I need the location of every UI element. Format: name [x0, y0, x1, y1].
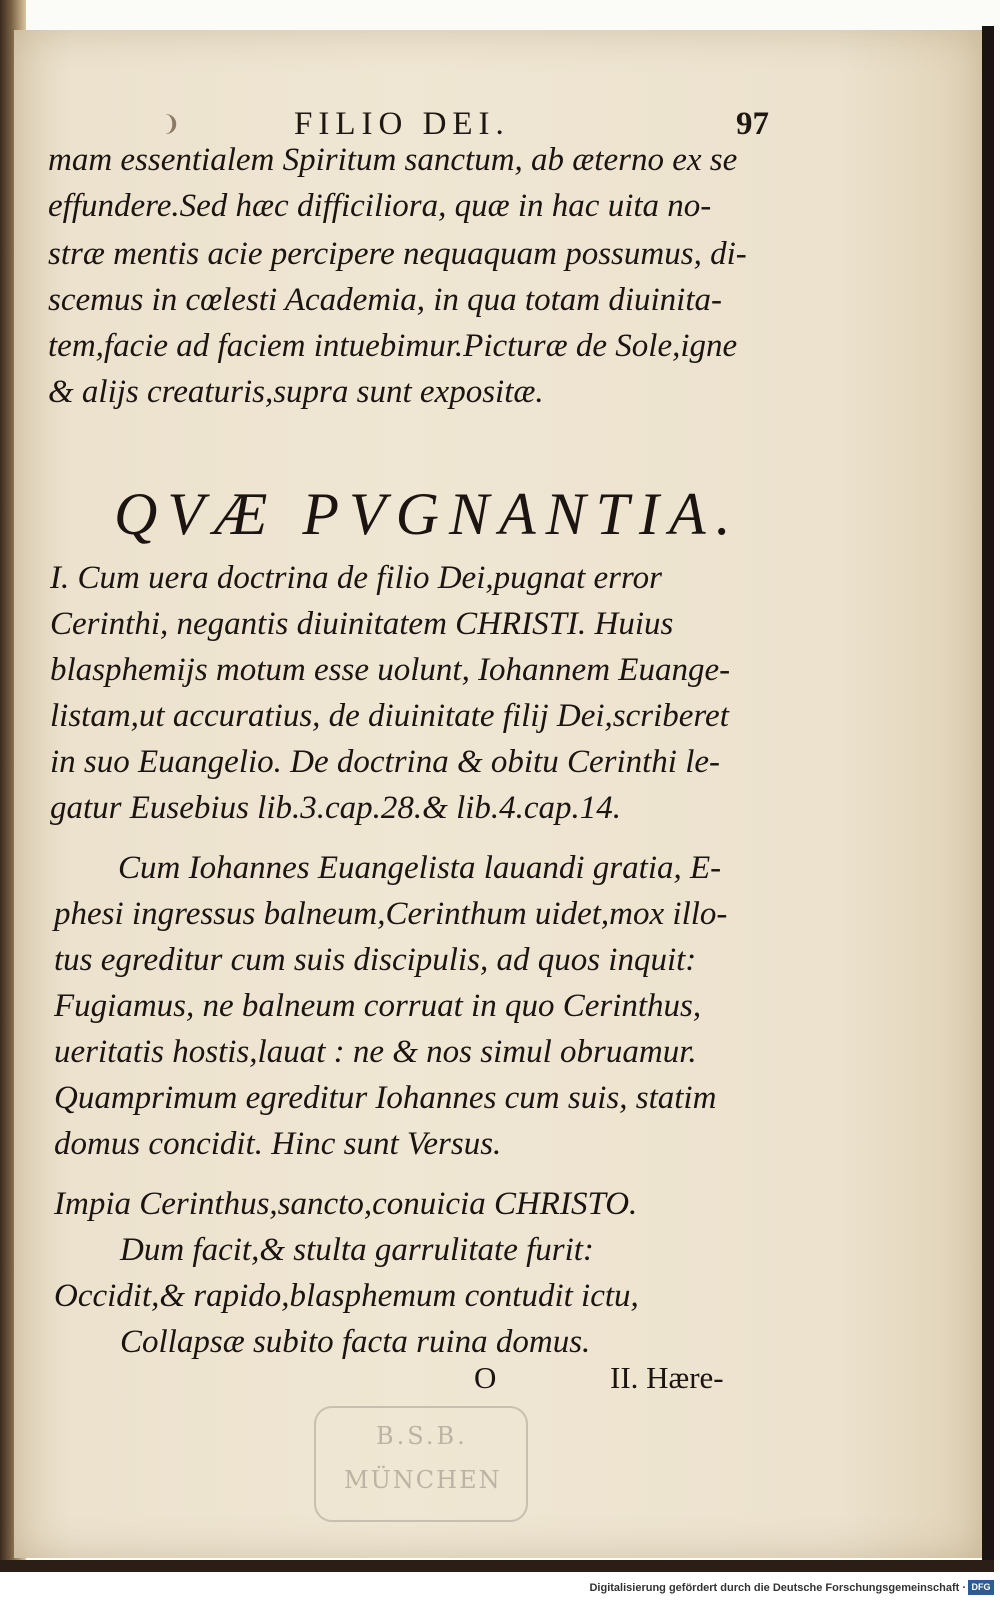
signature-mark: O: [474, 1360, 497, 1395]
page-edge-right: [982, 26, 994, 1566]
page-edge-bottom: [0, 1560, 994, 1572]
stamp-line: B.S.B.: [376, 1422, 468, 1450]
body-line: stræ mentis acie percipere nequaquam possumus, di-: [48, 236, 747, 272]
section-line: tus egreditur cum suis discipulis, ad quos inquit:: [54, 942, 697, 978]
body-line: scemus in cœlesti Academia, in qua totam diuinita-: [48, 282, 722, 318]
section-line: Cum Iohannes Euangelista lauandi gratia, E-: [118, 850, 722, 886]
section-line: Fugiamus, ne balneum corruat in quo Cerinthus,: [54, 988, 702, 1024]
verse-line: Dum facit,& stulta garrulitate furit:: [120, 1232, 594, 1268]
library-stamp: [314, 1406, 528, 1522]
section-line: listam,ut accuratius, de diuinitate filij Dei,scriberet: [50, 698, 729, 734]
section-line: Cerinthi, negantis diuinitatem CHRISTI. Huius: [50, 606, 674, 642]
section-line: domus concidit. Hinc sunt Versus.: [54, 1126, 502, 1162]
section-line: I. Cum uera doctrina de filio Dei,pugnat error: [50, 560, 662, 596]
section-line: blasphemijs motum esse uolunt, Iohannem Euange-: [50, 652, 731, 688]
book-page: [14, 30, 982, 1558]
running-title: FILIO DEI.: [294, 106, 510, 142]
catchword: II. Hære-: [610, 1360, 724, 1395]
section-heading: QVÆ PVGNANTIA.: [114, 481, 741, 547]
body-line: effundere.Sed hæc difficiliora, quæ in hac uita no-: [48, 188, 712, 224]
body-line: tem,facie ad faciem intuebimur.Picturæ de Sole,igne: [48, 328, 738, 364]
verse-line: Collapsæ subito facta ruina domus.: [120, 1324, 591, 1360]
section-line: in suo Euangelio. De doctrina & obitu Cerinthi le-: [50, 744, 721, 780]
stamp-line: MÜNCHEN: [344, 1466, 502, 1494]
page-number: 97: [736, 106, 769, 142]
digitization-credit: Digitalisierung gefördert durch die Deutsche Forschungsgemeinschaft ·: [589, 1582, 966, 1594]
ornament-mark: ❩: [162, 112, 181, 137]
dfg-logo: DFG: [968, 1580, 994, 1595]
section-line: gatur Eusebius lib.3.cap.28.& lib.4.cap.14.: [50, 790, 622, 826]
body-line: mam essentialem Spiritum sanctum, ab æterno ex se: [48, 142, 738, 178]
section-line: phesi ingressus balneum,Cerinthum uidet,mox illo-: [54, 896, 728, 932]
verse-line: Occidit,& rapido,blasphemum contudit ictu,: [54, 1278, 639, 1314]
verse-line: Impia Cerinthus,sancto,conuicia CHRISTO.: [54, 1186, 638, 1222]
section-line: ueritatis hostis,lauat : ne & nos simul obruamur.: [54, 1034, 697, 1070]
section-line: Quamprimum egreditur Iohannes cum suis, statim: [54, 1080, 717, 1116]
body-line: & alijs creaturis,supra sunt expositæ.: [48, 374, 544, 410]
